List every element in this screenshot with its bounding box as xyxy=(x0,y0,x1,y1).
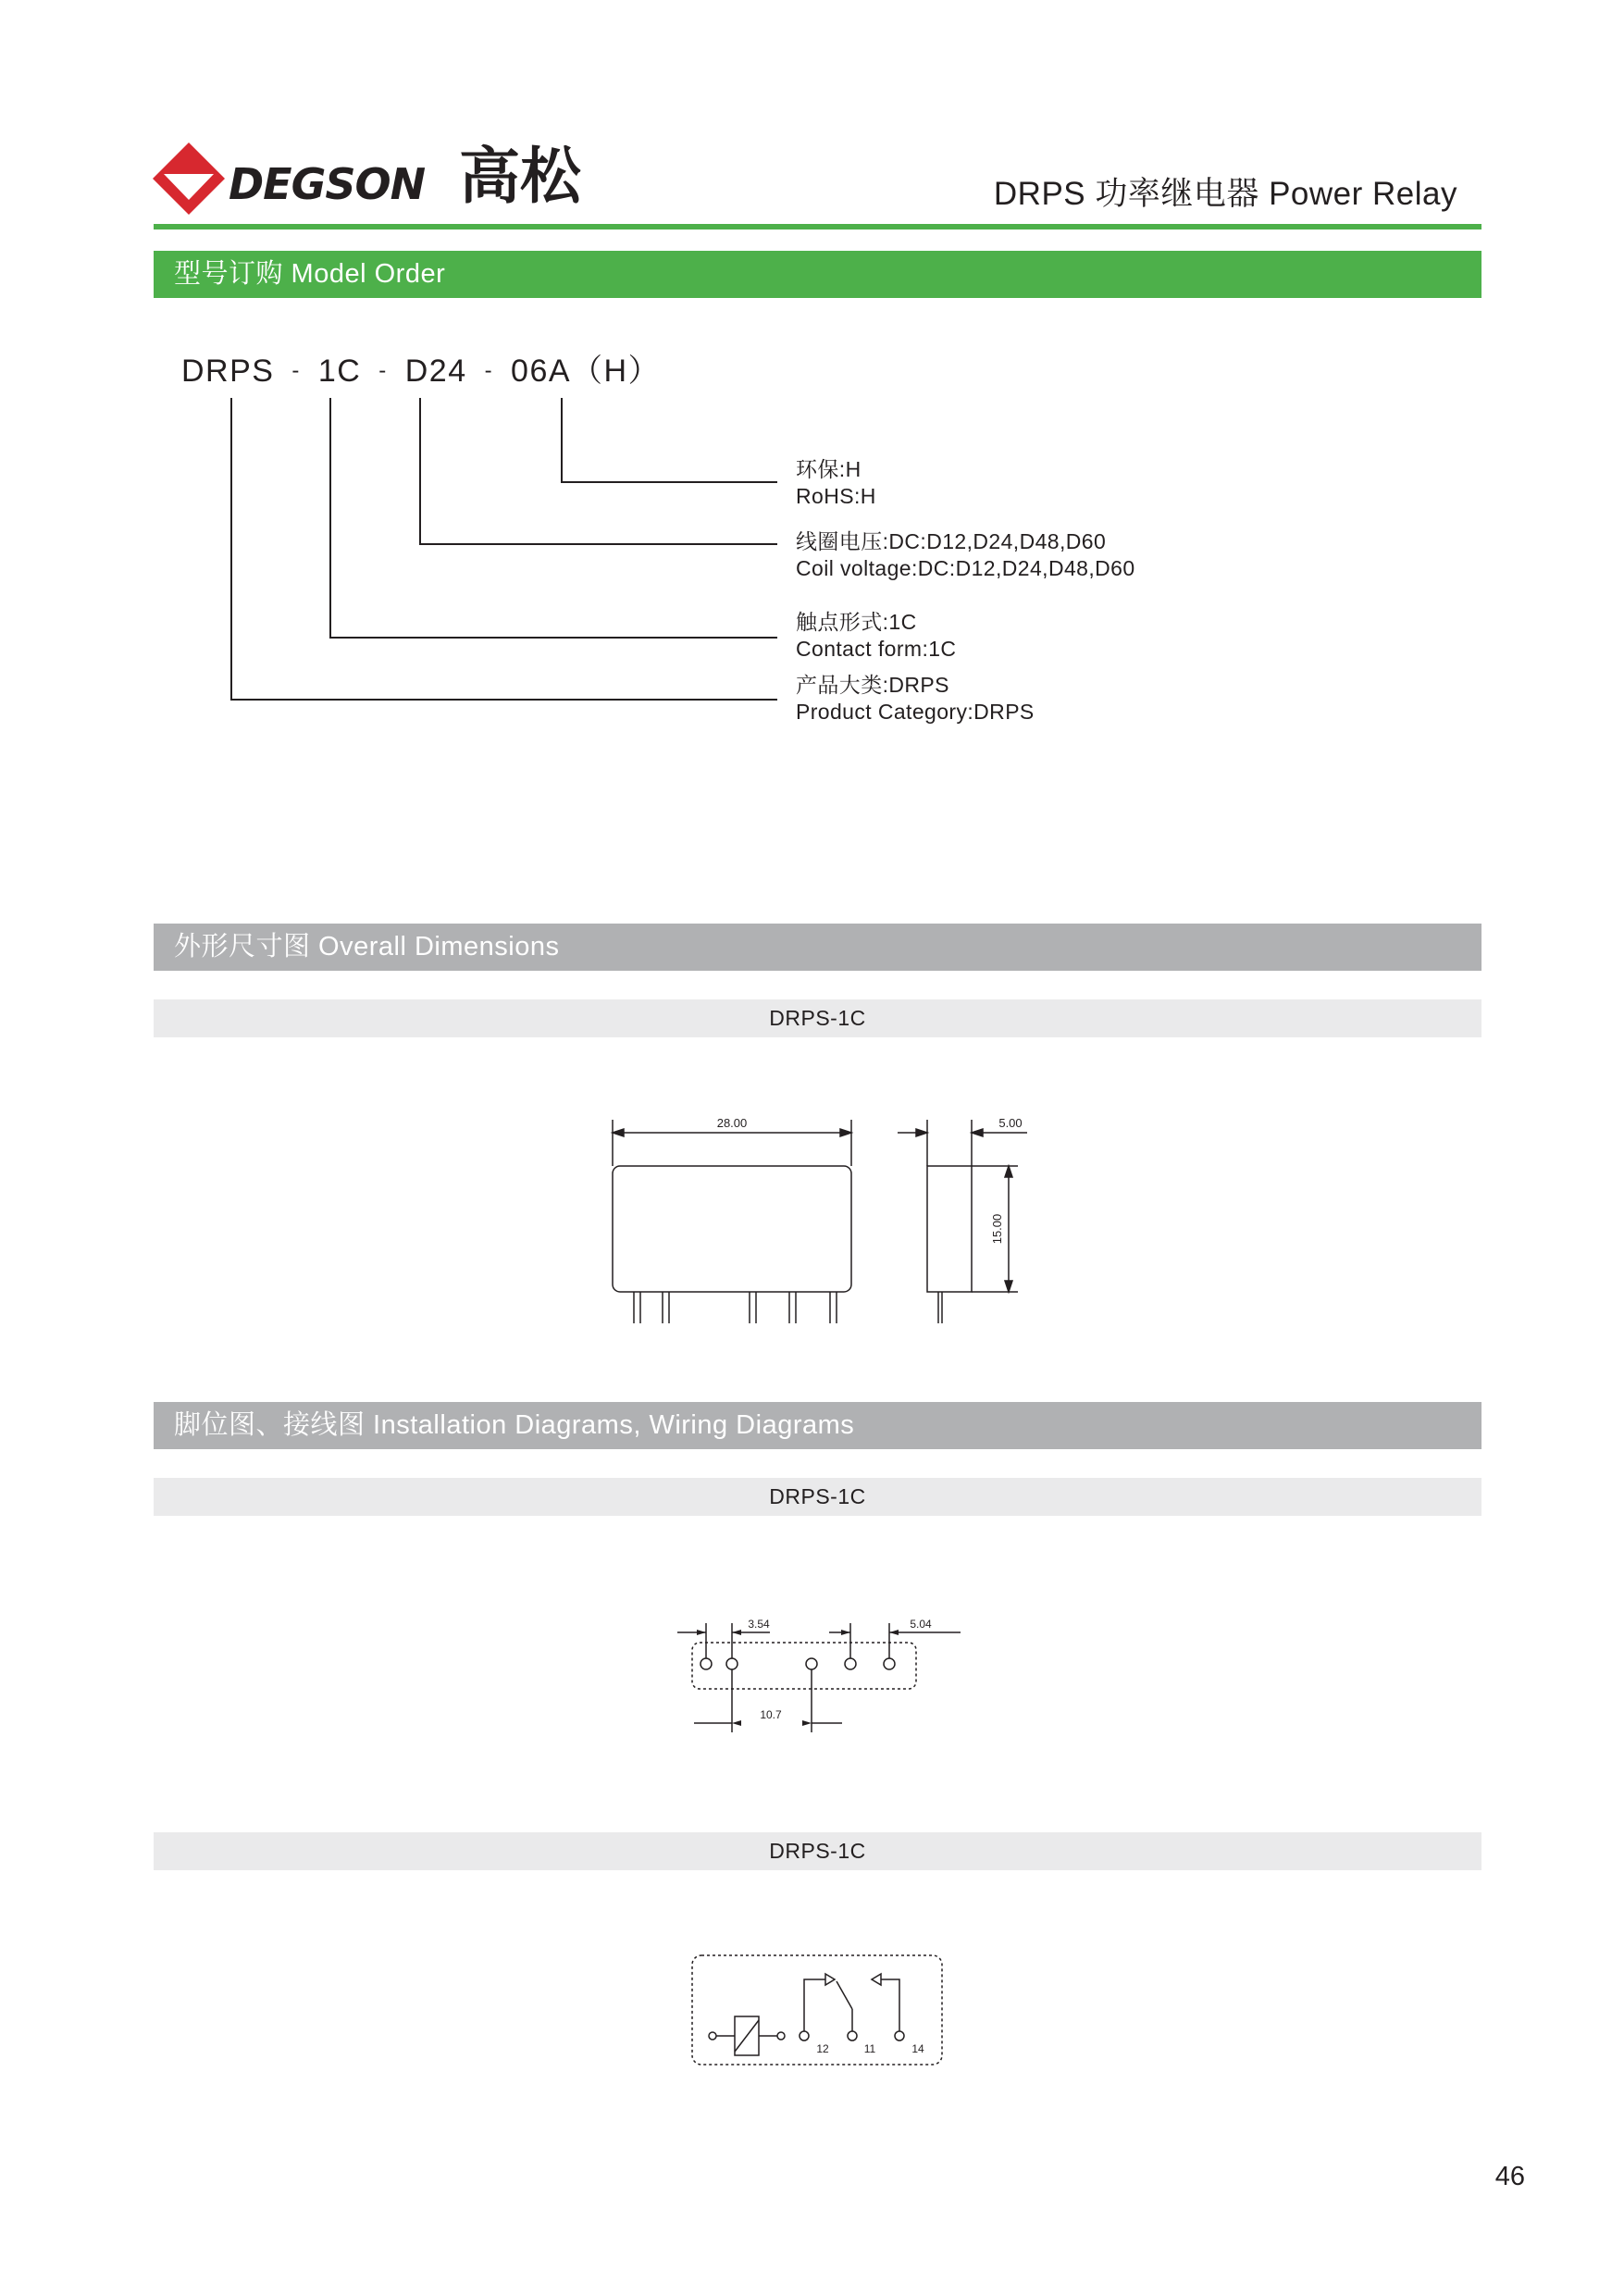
code-separator: - xyxy=(291,358,301,383)
legend-rohs-en: RoHS:H xyxy=(796,484,876,508)
section-header-installation: 脚位图、接线图 Installation Diagrams, Wiring Diagrams xyxy=(154,1402,1481,1449)
dimensions-model-label: DRPS-1C xyxy=(154,999,1481,1037)
dimension-drawing xyxy=(592,1092,1055,1333)
legend-rohs xyxy=(796,456,876,510)
height-dimension-label: 15.00 xyxy=(990,1213,1004,1245)
legend-contact-form xyxy=(796,609,956,663)
legend-coil-voltage-cn: 线圈电压:DC:D12,D24,D48,D60 xyxy=(796,529,1107,553)
pin-label-14: 14 xyxy=(911,2042,924,2055)
legend-product-category xyxy=(796,672,1035,726)
section-header-model-order: 型号订购 Model Order xyxy=(154,251,1481,298)
pin-label-12: 12 xyxy=(816,2042,829,2055)
code-part-series: DRPS xyxy=(181,354,275,389)
legend-contact-form-en: Contact form:1C xyxy=(796,637,957,661)
pin-pitch-a-label: 3.54 xyxy=(748,1618,770,1631)
code-separator: - xyxy=(378,358,388,383)
brand-name-cn: 高松 xyxy=(459,141,581,212)
pin-label-11: 11 xyxy=(863,2042,876,2055)
legend-product-category-cn: 产品大类:DRPS xyxy=(796,673,949,697)
legend-product-category-en: Product Category:DRPS xyxy=(796,700,1035,724)
code-separator: - xyxy=(484,358,494,383)
pin-pitch-b-label: 5.04 xyxy=(910,1618,932,1631)
legend-contact-form-cn: 触点形式:1C xyxy=(796,610,917,634)
section-header-dimensions: 外形尺寸图 Overall Dimensions xyxy=(154,924,1481,971)
page-heading: DRPS 功率继电器 Power Relay xyxy=(993,176,1457,212)
page-number: 46 xyxy=(1494,2162,1525,2191)
legend-coil-voltage xyxy=(796,528,1135,582)
wiring-diagram-model-label: DRPS-1C xyxy=(154,1832,1481,1870)
code-part-coil: D24 xyxy=(404,354,467,389)
width-dimension-label: 28.00 xyxy=(716,1116,748,1130)
legend-rohs-cn: 环保:H xyxy=(796,457,862,481)
code-part-contact: 1C xyxy=(317,354,362,389)
wiring-diagram xyxy=(685,1948,953,2073)
pin-diagram-model-label: DRPS-1C xyxy=(154,1478,1481,1516)
pin-pitch-c-label: 10.7 xyxy=(760,1708,782,1721)
pin-layout-diagram xyxy=(666,1601,972,1740)
legend-coil-voltage-en: Coil voltage:DC:D12,D24,D48,D60 xyxy=(796,556,1135,580)
depth-dimension-label: 5.00 xyxy=(998,1116,1023,1130)
code-part-option: 06A（H） xyxy=(511,354,662,389)
brand-name: DEGSON xyxy=(229,159,426,209)
